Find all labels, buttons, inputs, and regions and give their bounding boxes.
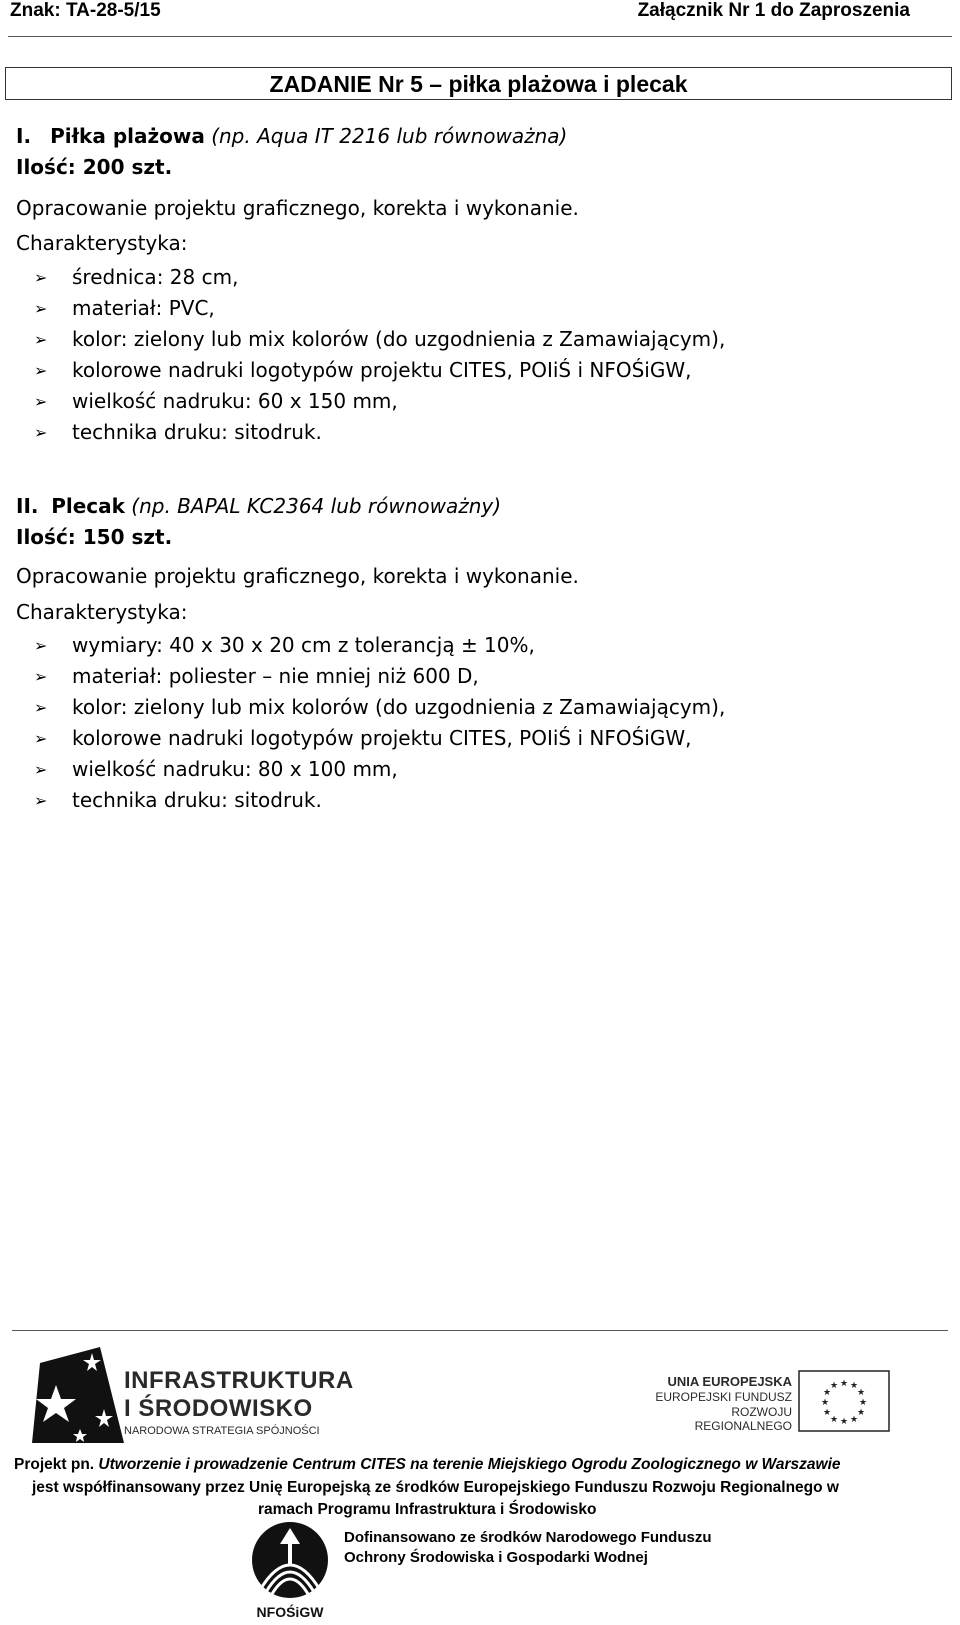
- svg-text:★: ★: [839, 1379, 849, 1389]
- svg-text:★: ★: [839, 1417, 849, 1427]
- svg-text:★: ★: [822, 1408, 832, 1418]
- section1-heading: [16, 122, 567, 150]
- arrow-bullet-icon: ➢: [34, 423, 48, 442]
- section2-heading: [16, 492, 501, 520]
- svg-text:★: ★: [856, 1408, 866, 1418]
- arrow-bullet-icon: ➢: [34, 299, 48, 318]
- star-flag-icon: [32, 1345, 124, 1443]
- arrow-bullet-icon: ➢: [34, 729, 48, 748]
- cofinance-line1: jest współfinansowany przez Unię Europejską ze środków Europejskiego Funduszu Rozwoju Regionalnego w: [32, 1479, 839, 1496]
- eu-line1: UNIA EUROPEJSKA: [667, 1374, 792, 1389]
- logo-line1: INFRASTRUKTURA: [124, 1367, 354, 1394]
- svg-text:★: ★: [849, 1381, 859, 1391]
- header-divider: [8, 36, 952, 37]
- arrow-bullet-icon: ➢: [34, 636, 48, 655]
- project-line: [14, 1456, 841, 1474]
- section1-numeral: I.: [16, 124, 32, 148]
- svg-text:★: ★: [858, 1398, 868, 1408]
- list-item: ➢ technika druku: sitodruk.: [34, 417, 725, 448]
- list-item: ➢ wielkość nadruku: 60 x 150 mm,: [34, 386, 725, 417]
- arrow-bullet-icon: ➢: [34, 667, 48, 686]
- list-item: ➢ kolorowe nadruki logotypów projektu CITES, POIiŚ i NFOŚiGW,: [34, 723, 725, 754]
- list-item: ➢ średnica: 28 cm,: [34, 262, 725, 293]
- section1-example: (np. Aqua IT 2216 lub równoważna): [211, 124, 568, 148]
- eu-flag-icon: [798, 1370, 890, 1432]
- nfosigw-label: NFOŚiGW: [256, 1604, 324, 1620]
- arrow-bullet-icon: ➢: [34, 791, 48, 810]
- section2-list: [34, 630, 725, 816]
- section2-quantity: Ilość: 150 szt.: [16, 525, 173, 549]
- list-item: ➢ materiał: poliester – nie mniej niż 600 D,: [34, 661, 725, 692]
- arrow-bullet-icon: ➢: [34, 361, 48, 380]
- list-item: ➢ technika druku: sitodruk.: [34, 785, 725, 816]
- list-item: ➢ kolor: zielony lub mix kolorów (do uzgodnienia z Zamawiającym),: [34, 324, 725, 355]
- svg-text:★: ★: [829, 1381, 839, 1391]
- arrow-bullet-icon: ➢: [34, 330, 48, 349]
- eu-line2: EUROPEJSKI FUNDUSZ: [655, 1390, 792, 1404]
- nfos-line1: Dofinansowano ze środków Narodowego Funduszu: [344, 1529, 712, 1546]
- nfos-line2: Ochrony Środowiska i Gospodarki Wodnej: [344, 1549, 648, 1566]
- eu-logo: [636, 1370, 896, 1434]
- arrow-bullet-icon: ➢: [34, 698, 48, 717]
- infrastruktura-logo: [32, 1345, 352, 1445]
- arrow-bullet-icon: ➢: [34, 760, 48, 779]
- section2-char-label: Charakterystyka:: [16, 600, 188, 624]
- project-name: Utworzenie i prowadzenie Centrum CITES na terenie Miejskiego Ogrodu Zoologicznego w Warszawie: [98, 1456, 841, 1473]
- svg-text:★: ★: [822, 1388, 832, 1398]
- nfosigw-emblem-icon: [250, 1520, 330, 1604]
- cofinance-line2: ramach Programu Infrastruktura i Środowisko: [258, 1501, 597, 1518]
- section1-quantity: Ilość: 200 szt.: [16, 155, 173, 179]
- svg-text:★: ★: [829, 1415, 839, 1425]
- list-item: ➢ kolor: zielony lub mix kolorów (do uzgodnienia z Zamawiającym),: [34, 692, 725, 723]
- svg-text:★: ★: [856, 1388, 866, 1398]
- list-item: ➢ materiał: PVC,: [34, 293, 725, 324]
- logo-line3: NARODOWA STRATEGIA SPÓJNOŚCI: [124, 1425, 320, 1437]
- section2-example: (np. BAPAL KC2364 lub równoważny): [131, 494, 502, 518]
- list-item: ➢ wielkość nadruku: 80 x 100 mm,: [34, 754, 725, 785]
- attachment-label: Załącznik Nr 1 do Zaproszenia: [637, 0, 910, 21]
- task-title: ZADANIE Nr 5 – piłka plażowa i plecak: [5, 67, 952, 100]
- section2-design: Opracowanie projektu graficznego, korekta i wykonanie.: [16, 564, 579, 588]
- section2-name: Plecak: [51, 494, 125, 518]
- arrow-bullet-icon: ➢: [34, 392, 48, 411]
- project-prefix: Projekt pn.: [14, 1456, 95, 1473]
- section1-list: [34, 262, 725, 448]
- footer-divider: [12, 1330, 948, 1331]
- arrow-bullet-icon: ➢: [34, 268, 48, 287]
- list-item: ➢ wymiary: 40 x 30 x 20 cm z tolerancją ± 10%,: [34, 630, 725, 661]
- document-sign: Znak: TA-28-5/15: [10, 0, 161, 21]
- section1-char-label: Charakterystyka:: [16, 231, 188, 255]
- nfosigw-logo: [250, 1520, 330, 1624]
- svg-text:★: ★: [820, 1398, 830, 1408]
- eu-line3: ROZWOJU REGIONALNEGO: [694, 1405, 792, 1433]
- section1-design: Opracowanie projektu graficznego, korekta i wykonanie.: [16, 196, 579, 220]
- list-item: ➢ kolorowe nadruki logotypów projektu CITES, POIiŚ i NFOŚiGW,: [34, 355, 725, 386]
- section1-name: Piłka plażowa: [50, 124, 205, 148]
- section2-numeral: II.: [16, 494, 39, 518]
- logo-line2: I ŚRODOWISKO: [124, 1395, 313, 1422]
- svg-text:★: ★: [849, 1415, 859, 1425]
